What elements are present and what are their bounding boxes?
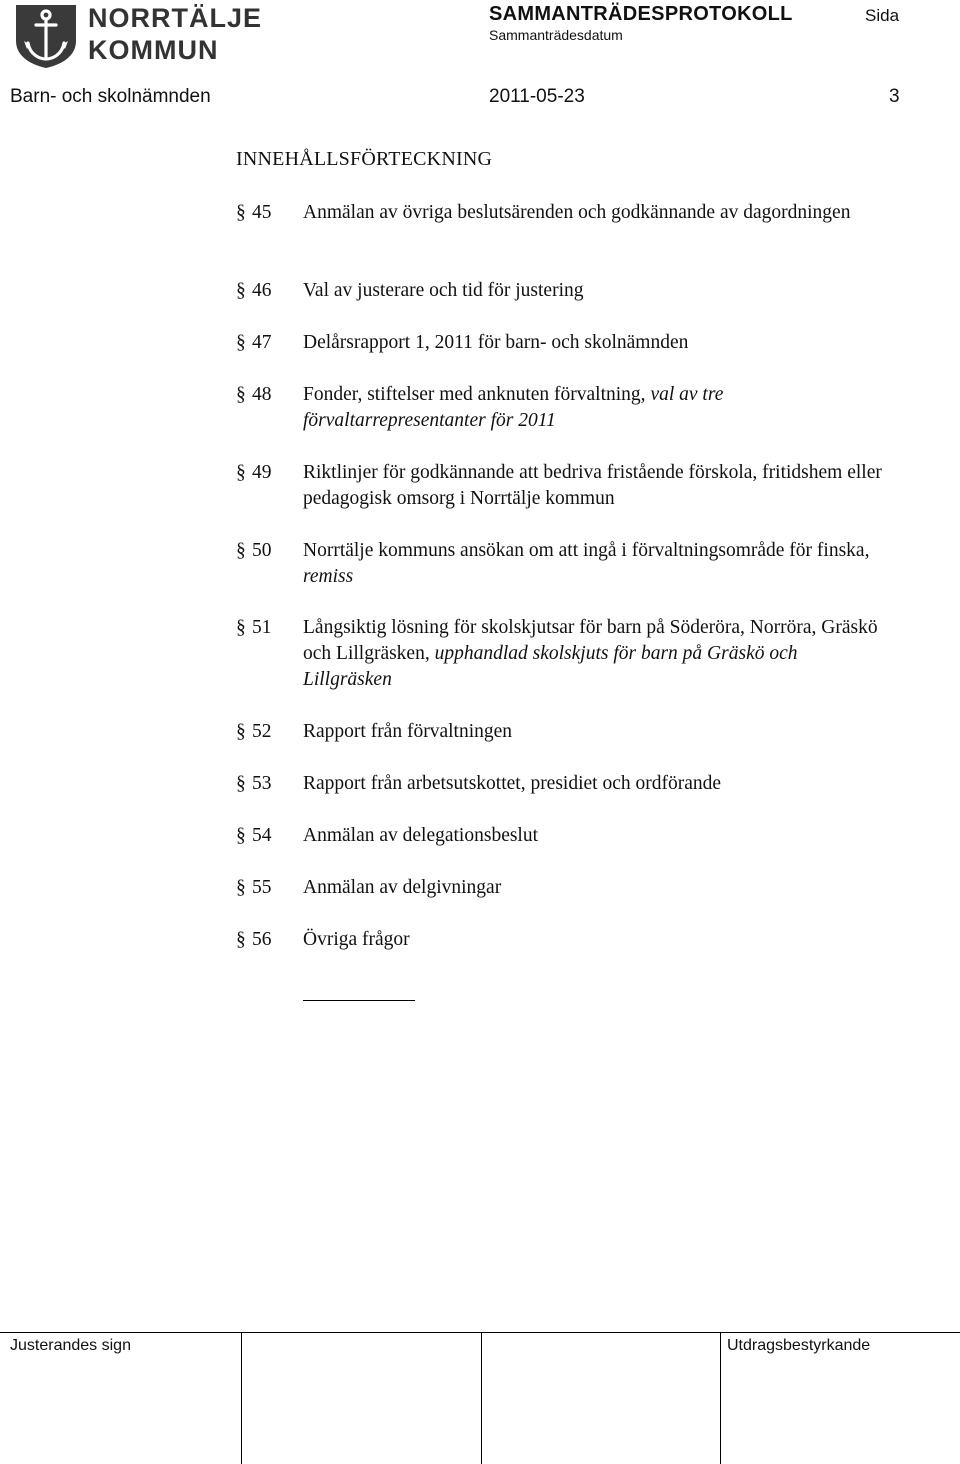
section-number: 56 — [252, 929, 272, 950]
section-number: 47 — [252, 332, 272, 353]
section-sign: § — [236, 540, 246, 561]
section-sign: § — [236, 202, 246, 223]
section-number: 50 — [252, 540, 272, 561]
logo-line-1: NORRTÄLJE — [88, 3, 263, 33]
section-title: Anmälan av delegationsbeslut — [303, 825, 539, 846]
date-label: Sammanträdesdatum — [489, 27, 623, 43]
section-title: Riktlinjer för godkännande att bedriva fristående förskola, fritidshem eller pedagogisk omsorg i Norrtälje kommun — [303, 462, 882, 509]
committee-name: Barn- och skolnämnden — [10, 86, 211, 107]
section-sign: § — [236, 332, 246, 353]
section-sign: § — [236, 721, 246, 742]
section-number: 45 — [252, 202, 272, 223]
justerandes-sign-label: Justerandes sign — [10, 1337, 131, 1354]
document-title: SAMMANTRÄDESPROTOKOLL — [489, 3, 793, 25]
municipality-logo-text — [88, 5, 262, 64]
section-title: Fonder, stiftelser med anknuten förvaltning, val av tre förvaltarrepresentanter för 2011 — [303, 384, 724, 431]
section-sign: § — [236, 877, 246, 898]
section-title: Anmälan av övriga beslutsärenden och godkännande av dagordningen — [303, 202, 851, 223]
section-sign: § — [236, 617, 246, 638]
toc-heading: INNEHÅLLSFÖRTECKNING — [236, 148, 493, 170]
section-title: Övriga frågor — [303, 929, 410, 950]
page-number: 3 — [889, 86, 900, 107]
section-title: Val av justerare och tid för justering — [303, 280, 584, 301]
section-title: Anmälan av delgivningar — [303, 877, 502, 898]
section-number: 55 — [252, 877, 272, 898]
section-number: 54 — [252, 825, 272, 846]
section-title: Rapport från förvaltningen — [303, 721, 513, 742]
section-sign: § — [236, 825, 246, 846]
section-title: Norrtälje kommuns ansökan om att ingå i förvaltningsområde för finska, remiss — [303, 540, 870, 587]
section-sign: § — [236, 280, 246, 301]
signature-box-divider — [720, 1333, 721, 1464]
section-sign: § — [236, 773, 246, 794]
section-number: 49 — [252, 462, 272, 483]
section-number: 53 — [252, 773, 272, 794]
section-number: 48 — [252, 384, 272, 405]
signature-box-divider — [481, 1333, 482, 1464]
section-title: Rapport från arbetsutskottet, presidiet och ordförande — [303, 773, 722, 794]
logo-line-2: KOMMUN — [88, 35, 219, 65]
section-sign: § — [236, 929, 246, 950]
end-of-list-rule — [303, 1000, 415, 1001]
section-title: Delårsrapport 1, 2011 för barn- och skolnämnden — [303, 332, 689, 353]
page-label: Sida — [865, 6, 900, 25]
section-number: 52 — [252, 721, 272, 742]
meeting-date: 2011-05-23 — [489, 86, 585, 107]
section-number: 51 — [252, 617, 272, 638]
section-number: 46 — [252, 280, 272, 301]
section-sign: § — [236, 384, 246, 405]
section-sign: § — [236, 462, 246, 483]
signature-box-divider — [241, 1333, 242, 1464]
anchor-crest-icon — [12, 3, 80, 69]
utdragsbestyrkande-label: Utdragsbestyrkande — [727, 1337, 871, 1354]
section-title: Långsiktig lösning för skolskjutsar för barn på Söderöra, Norröra, Gräskö och Lillgräsken, upphandlad skolskjuts för barn på Gräskö och Lillgräsken — [303, 617, 878, 690]
